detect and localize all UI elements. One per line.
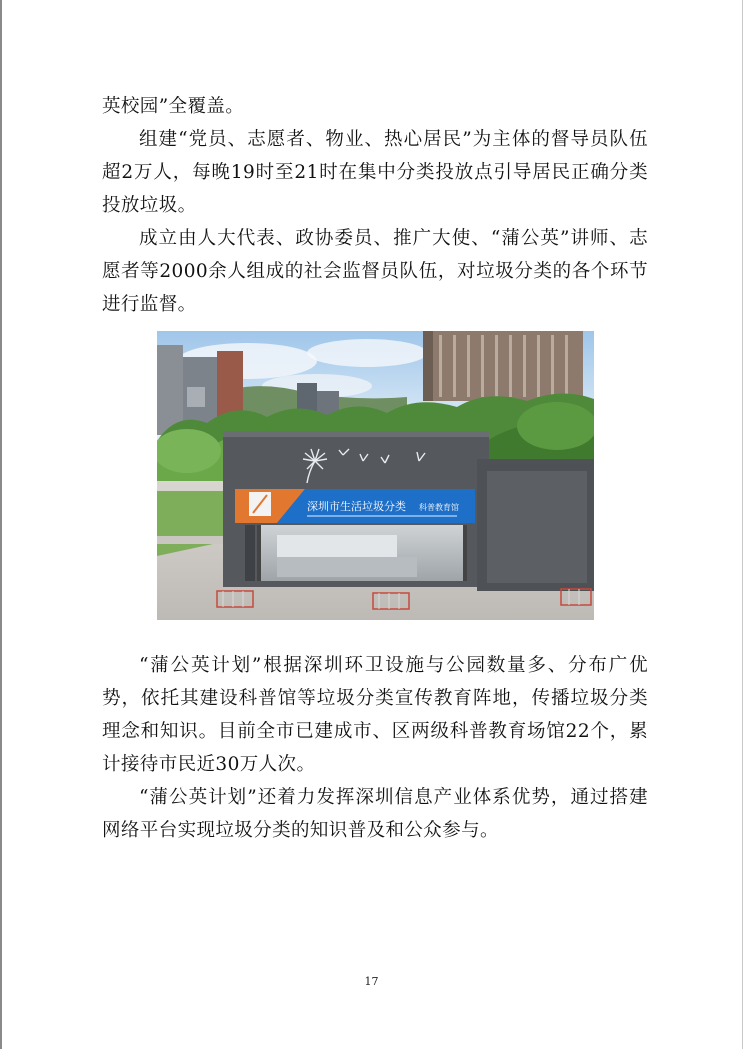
sign-main-text: 深圳市生活垃圾分类 (307, 500, 406, 513)
page-left-edge (0, 0, 2, 1049)
paragraph-4: “蒲公英计划”根据深圳环卫设施与公园数量多、分布广优势，依托其建设科普馆等垃圾分类宣传教育阵地，传播垃圾分类理念和知识。目前全市已建成市、区两级科普教育场馆22个，累计接待市民近30万人次。 (102, 655, 648, 775)
page-number: 17 (364, 975, 379, 988)
paragraph-3: 成立由人大代表、政协委员、推广大使、“蒲公英”讲师、志愿者等2000余人组成的社会监督员队伍，对垃圾分类的各个环节进行监督。 (102, 228, 648, 315)
education-center-photo (157, 331, 594, 620)
paragraph-5: “蒲公英计划”还着力发挥深圳信息产业体系优势，通过搭建网络平台实现垃圾分类的知识普及和公众参与。 (102, 787, 648, 841)
paragraph-2: 组建“党员、志愿者、物业、热心居民”为主体的督导员队伍超2万人，每晚19时至21时在集中分类投放点引导居民正确分类投放垃圾。 (102, 129, 648, 216)
paragraph-1: 英校园”全覆盖。 (102, 96, 245, 117)
sign-sub-text: 科普教育馆 (419, 503, 459, 512)
